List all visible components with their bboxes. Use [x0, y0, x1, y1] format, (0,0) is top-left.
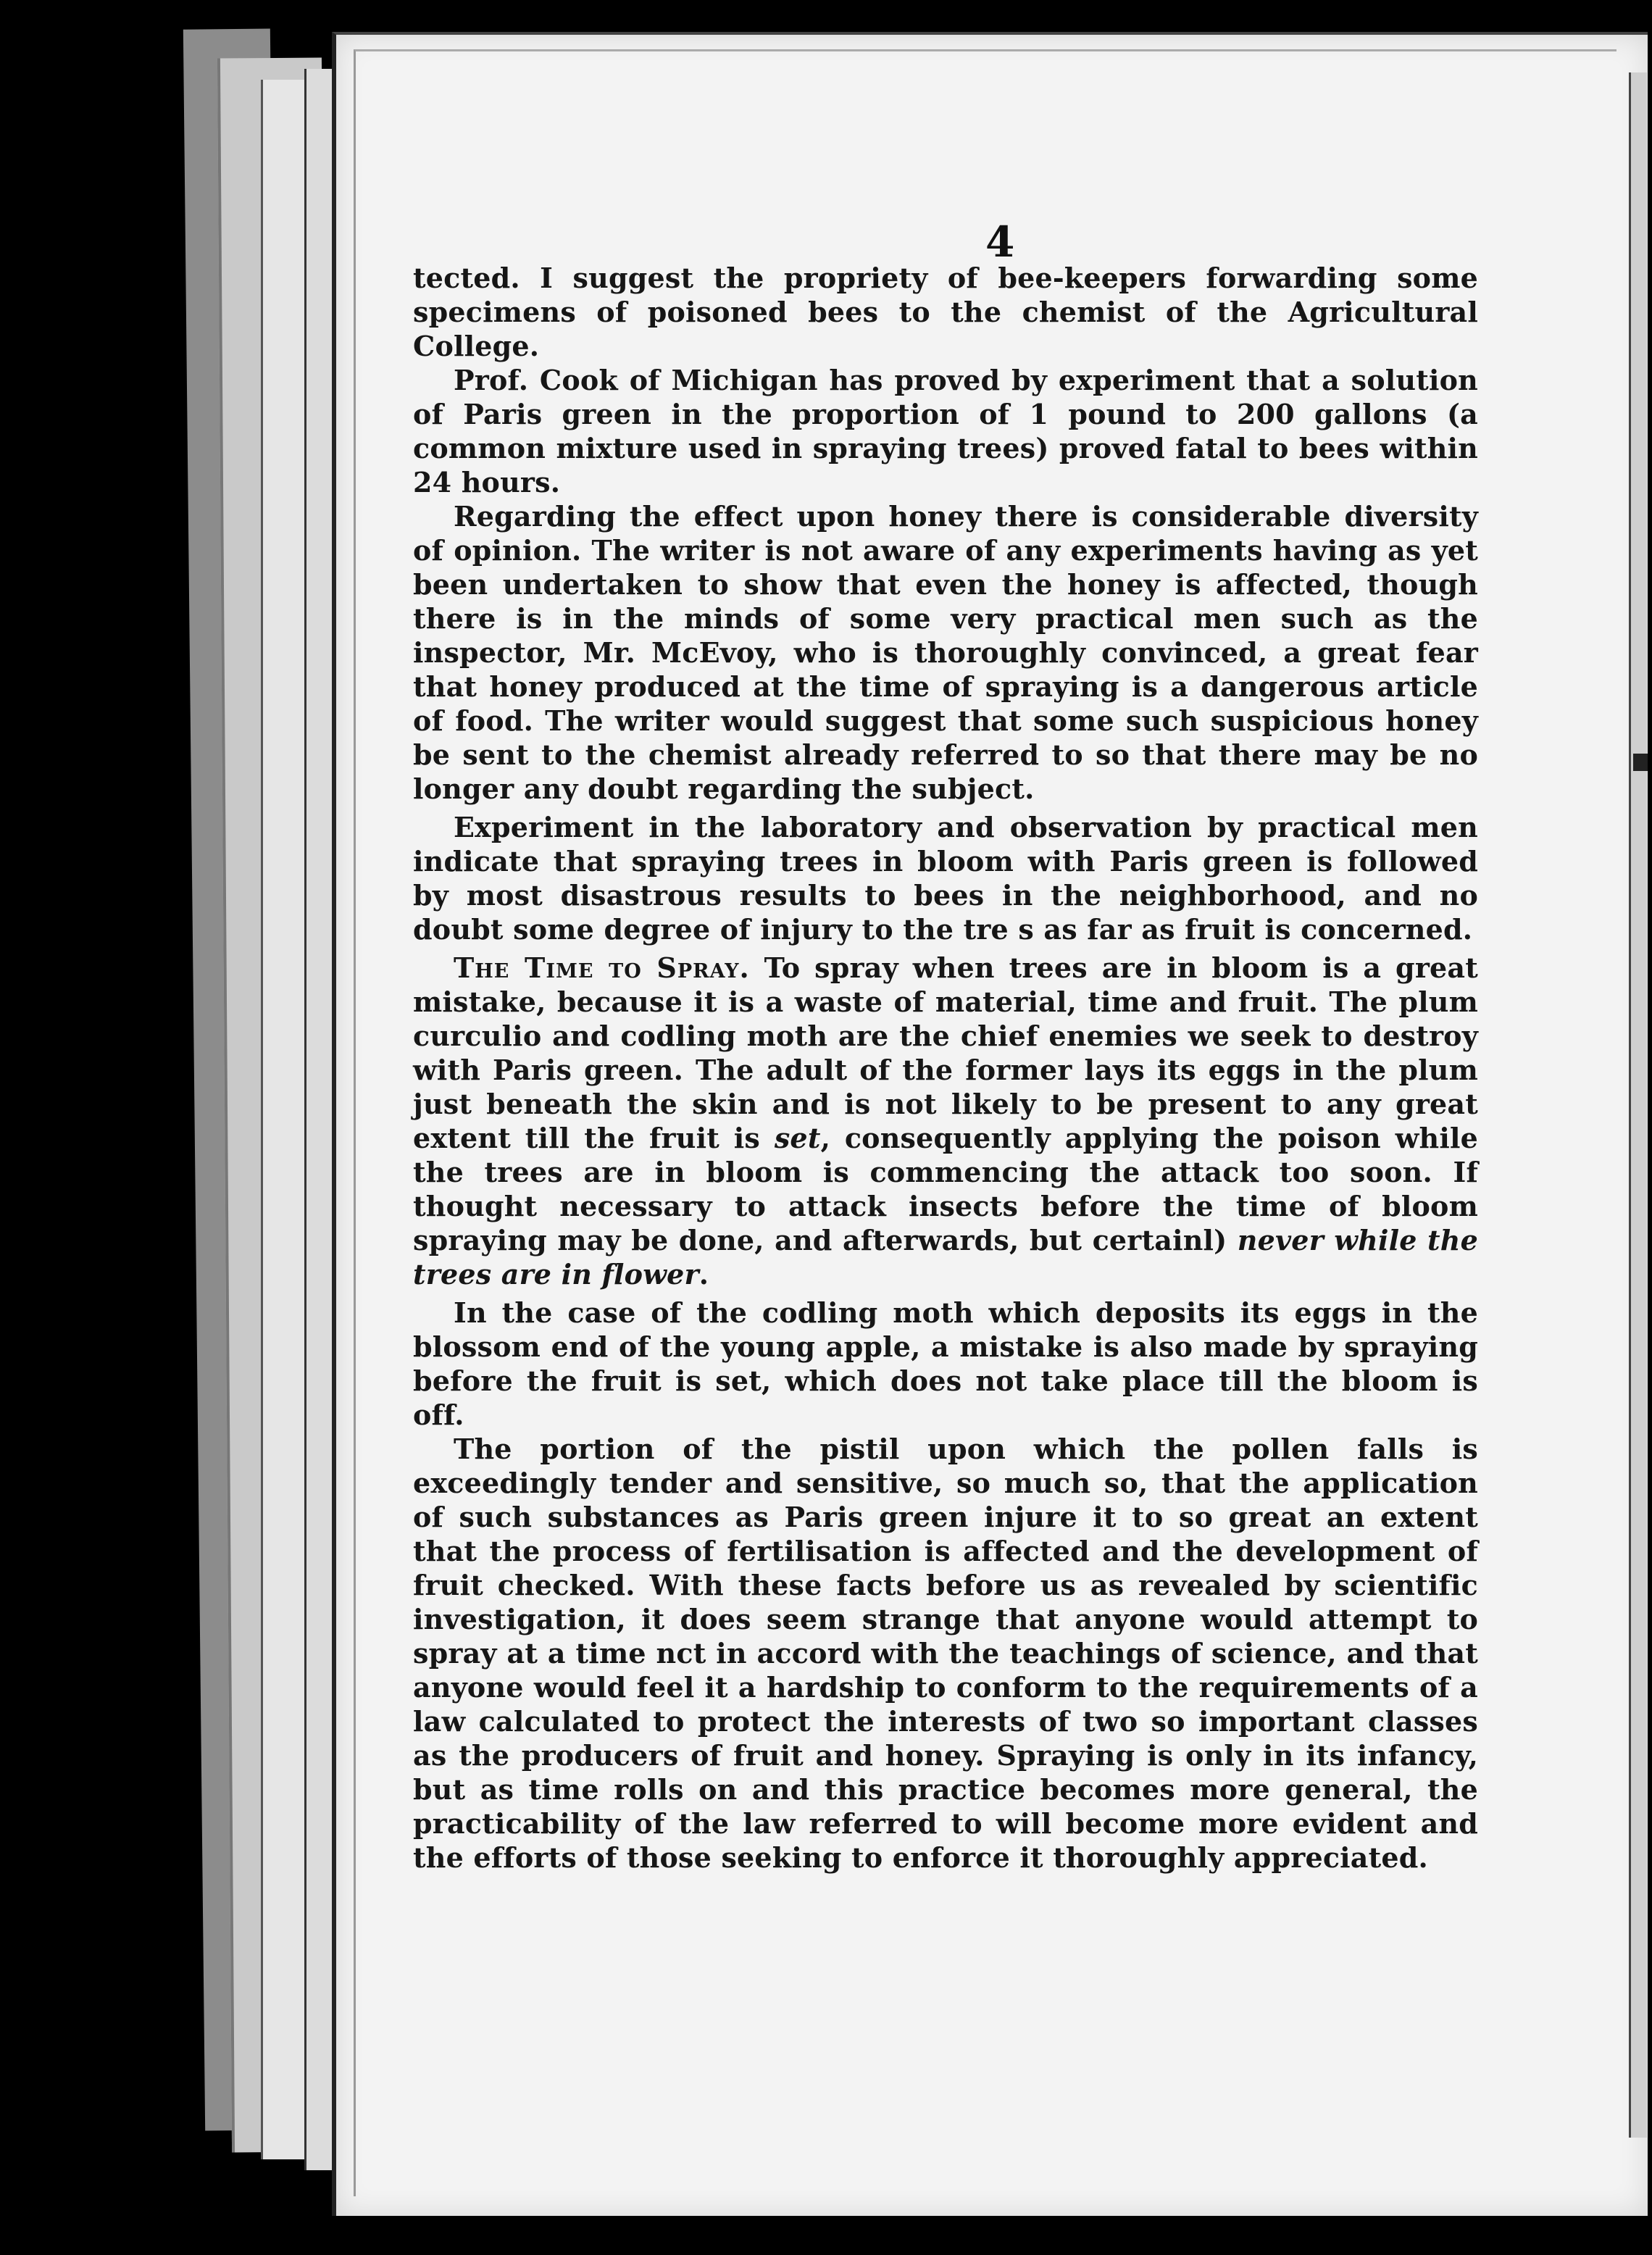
paragraph-text: . [698, 1258, 709, 1291]
paragraph: Experiment in the laboratory and observation by practical men indicate that spraying trees in bloom with Paris green is followed by most disastrous results to bees in the neighborhood, and no doubt some degree of injury to the tre s as far as fruit is concerned. [413, 811, 1478, 946]
paragraph: In the case of the codling moth which deposits its eggs in the blossom end of the young apple, a mistake is also made by spraying before the fruit is set, which does not take place till the bloom is off. [413, 1296, 1478, 1431]
paragraph: tected. I suggest the propriety of bee-keepers forwarding some specimens of poisoned bees to the chemist of the Agricultural College. [413, 262, 1478, 362]
paragraph: Prof. Cook of Michigan has proved by experiment that a solution of Paris green in the proportion of 1 pound to 200 gallons (a common mixture used in spraying trees) proved fatal to bees within 24 hours. [413, 364, 1478, 499]
paragraph: Regarding the effect upon honey there is considerable diversity of opinion. The writer is not aware of any experiments having as yet been undertaken to show that even the honey is affected, though there is in the minds of some very practical men such as the inspector, Mr. McEvoy, who is thoroughly convinced, a great fear that honey produced at the time of spraying is a dangerous article of food. The writer would suggest that some such suspicious honey be sent to the chemist already referred to so that there may be no longer any doubt regarding the subject. [413, 500, 1478, 805]
section-heading: The Time to Spray. [454, 951, 750, 984]
paragraph: The portion of the pistil upon which the pollen falls is exceedingly tender and sensitive, so much so, that the application of such substances as Paris green injure it to so great an extent that the process of fertilisation is affected and the development of fruit checked. With these facts before us as revealed by scientific investigation, it does seem strange that anyone would attempt to spray at a time nct in accord with the teachings of science, and that anyone would feel it a hardship to conform to the requirements of a law calculated to protect the interests of two so important classes as the producers of fruit and honey. Spraying is only in its infancy, but as time rolls on and this practice becomes more general, the practicability of the law referred to will become more evident and the efforts of those seeking to enforce it thoroughly appreciated. [413, 1433, 1478, 1874]
paragraph-text: To spray when trees are in bloom is a great mistake, because it is a waste of material, time and fruit. The plum curculio and codling moth are the chief enemies we seek to destroy with Paris green. The adult of the former lays its eggs in the plum just beneath the skin and is not likely to be present to any great extent till the fruit is [413, 951, 1478, 1154]
page-right-edge [1629, 72, 1647, 2138]
page-tab-mark [1633, 754, 1648, 771]
italic-text: set [774, 1122, 821, 1154]
page-number: 4 [985, 217, 1015, 267]
body-text [413, 261, 1478, 1875]
paragraph [413, 951, 1478, 1291]
italic-text: never while the trees are in flower [413, 1224, 1478, 1291]
paragraph-text: , consequently applying the poison while the trees are in bloom is commencing the attack too soon. If thought necessary to attack insects before the time of bloom spraying may be done, and afterwards, but certainl) [413, 1122, 1478, 1256]
